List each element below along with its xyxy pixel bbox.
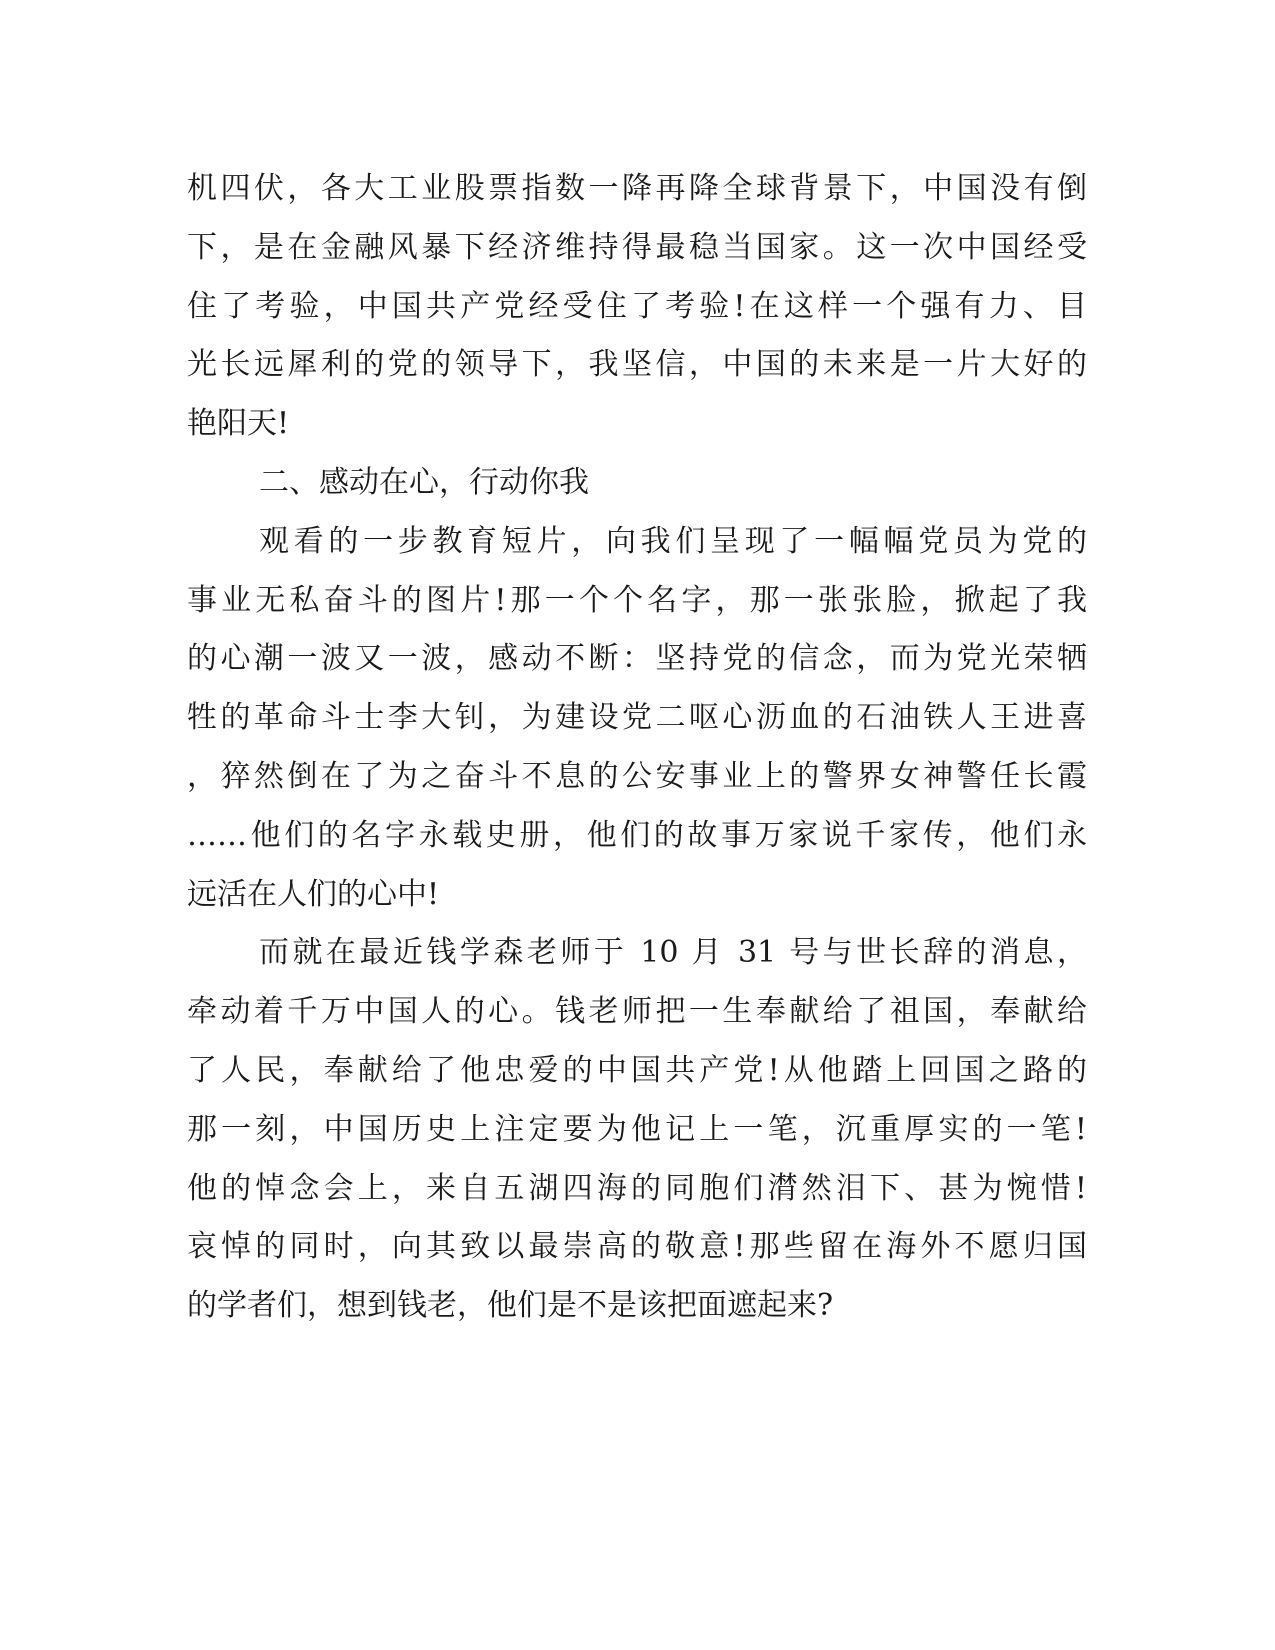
text-line: 光长远犀利的党的领导下，我坚信，中国的未来是一片大好的 [187,347,1087,383]
text-line: 的学者们，想到钱老，他们是不是该把面遮起来? [187,1288,834,1324]
body-text [187,160,1087,1336]
text-line: 牵动着千万中国人的心。钱老师把一生奉献给了祖国，奉献给 [187,994,1087,1030]
text-line: 那一刻，中国历史上注定要为他记上一笔，沉重厚实的一笔! [187,1111,1087,1147]
text-line: 二、感动在心，行动你我 [259,464,589,500]
text-line: 的心潮一波又一波，感动不断：坚持党的信念，而为党光荣牺 [187,641,1087,677]
text-line: 下，是在金融风暴下经济维持得最稳当国家。这一次中国经受 [187,229,1087,265]
text-line: 哀悼的同时，向其致以最崇高的敬意!那些留在海外不愿归国 [187,1229,1087,1265]
text-line: 他的悼念会上，来自五湖四海的同胞们潸然泪下、甚为惋惜! [187,1170,1087,1206]
text-line: 观看的一步教育短片，向我们呈现了一幅幅党员为党的 [259,523,1087,559]
text-line: 艳阳天! [187,406,290,442]
text-line: ，猝然倒在了为之奋斗不息的公安事业上的警界女神警任长霞 [187,758,1087,794]
text-line: 而就在最近钱学森老师于 10 月 31 号与世长辞的消息， [259,935,1087,971]
text-line: 住了考验，中国共产党经受住了考验!在这样一个强有力、目 [187,288,1087,324]
text-line: ……他们的名字永载史册，他们的故事万家说千家传，他们永 [187,817,1087,853]
text-line: 远活在人们的心中! [187,876,440,912]
text-line: 牲的革命斗士李大钊，为建设党二呕心沥血的石油铁人王进喜 [187,700,1087,736]
text-line: 机四伏，各大工业股票指数一降再降全球背景下，中国没有倒 [187,171,1087,206]
text-line: 事业无私奋斗的图片!那一个个名字，那一张张脸，掀起了我 [187,582,1087,618]
text-line: 了人民，奉献给了他忠爱的中国共产党!从他踏上回国之路的 [187,1052,1087,1088]
